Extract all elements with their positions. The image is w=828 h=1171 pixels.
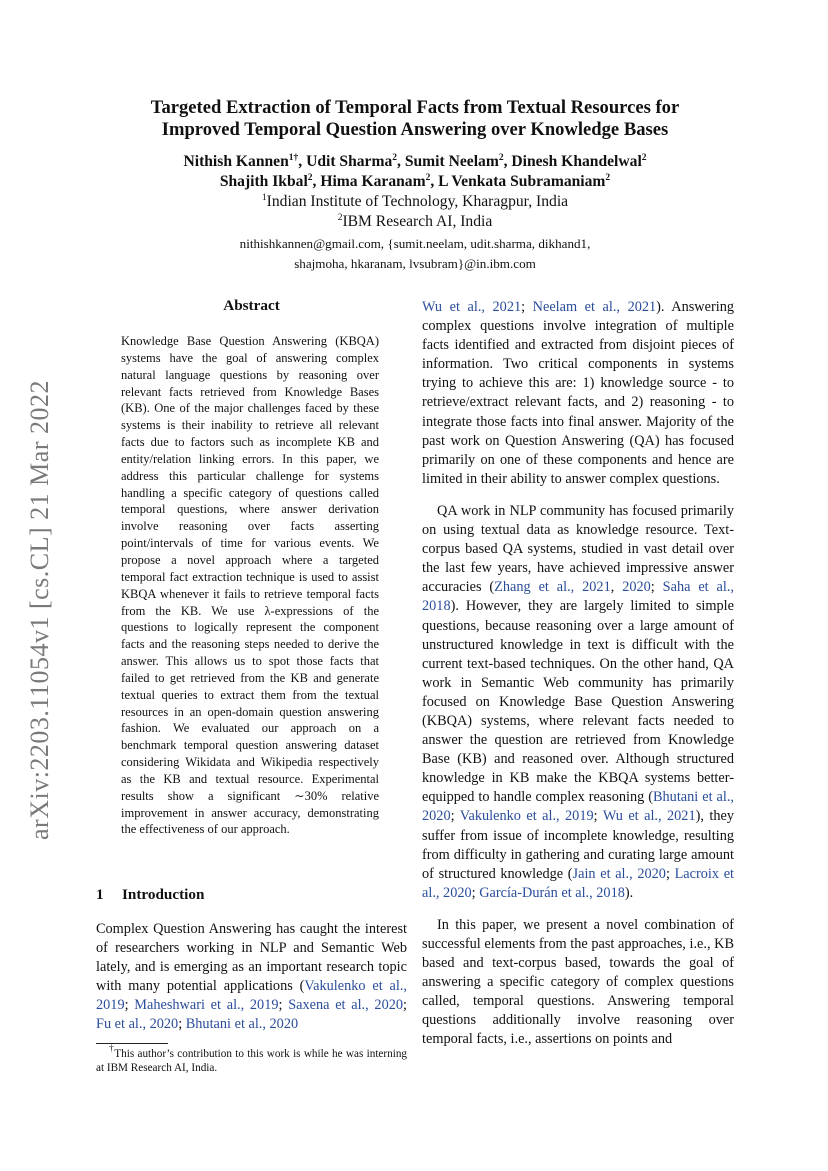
abstract-body xyxy=(121,333,379,838)
author-name: Nithish Kannen xyxy=(183,153,289,170)
author-sup: 2 xyxy=(605,173,611,183)
affil-text: IBM Research AI, India xyxy=(342,213,493,230)
section-number: 1 xyxy=(96,886,104,903)
intro-paragraph-2: QA work in NLP community has focused primarily on using textual data as knowledge resource. Text-corpus based QA systems, studied in vast detail over the last few years, have achieved impressive answer accuracies (Zhang et al., 2021, 2020; Saha et al., 2018). However, they are largely limited to simple questions, because reasoning over a large amount of unstructured knowledge in text is difficult with the current text-based techniques. On the other hand, QA work in Semantic Web community has primarily focused on Knowledge Base Question Answering (KBQA) systems, where relevant facts needed to answer the question are retrieved from Knowledge Base (KB) and reasoned over. Although structured knowledge in KB make the KBQA systems better-equipped to handle complex reasoning (Bhutani et al., 2020; Vakulenko et al., 2019; Wu et al., 2021), they suffer from issue of incomplete knowledge, resulting from difficulty in gathering and curating large amount of structured knowledge (Jain et al., 2020; Lacroix et al., 2020; García-Durán et al., 2018). xyxy=(422,502,735,901)
paper-title xyxy=(90,97,740,141)
section-heading-introduction xyxy=(96,886,204,904)
citation-link[interactable]: Saha et al., 2018 xyxy=(422,579,735,615)
citation-link[interactable]: García-Durán et al., 2018 xyxy=(479,884,625,901)
citation-link[interactable]: Wu et al., 2021 xyxy=(422,299,522,315)
author-sup: 2 xyxy=(392,153,398,163)
paragraph-text: Complex Question Answering has caught the interest of researchers working in NLP and Semantic Web lately, and is emerging as an important research topic with many potential applications ( xyxy=(96,921,407,995)
author-name: Sumit Neelam xyxy=(404,153,499,170)
arxiv-identifier xyxy=(16,360,64,860)
citation-link[interactable]: Jain et al., 2020 xyxy=(572,865,666,882)
footnote-mark: † xyxy=(109,1044,115,1054)
footnote-rule xyxy=(96,1043,168,1044)
citation-link[interactable]: Wu et al., 2021 xyxy=(602,808,696,825)
author-name: Hima Karanam xyxy=(320,173,426,190)
paragraph-text: QA work in NLP community has focused primarily on using textual data as knowledge resource. Text-corpus based QA systems, studied in vast detail over the last few years, have achieved impressive answer accuracies ( xyxy=(422,502,734,596)
citation-link[interactable]: Bhutani et al., 2020 xyxy=(185,1016,299,1033)
citation-link[interactable]: Bhutani et al., 2020 xyxy=(422,789,734,825)
affil-text: Indian Institute of Technology, Kharagpur, India xyxy=(266,193,569,210)
author-sup: 2 xyxy=(641,153,647,163)
author-sup: 2 xyxy=(425,173,431,183)
paragraph-text: ). xyxy=(624,884,634,901)
email-line-1[interactable]: nithishkannen@gmail.com, {sumit.neelam, udit.sharma, dikhand1, xyxy=(239,236,591,251)
citation-link[interactable]: Vakulenko et al., 2019 xyxy=(459,808,594,825)
authors-line-2: Shajith Ikbal$^2$, Hima Karanam$^2$, L Venkata Subramaniam$^2$ xyxy=(219,173,611,190)
author-sup: 2 xyxy=(498,153,504,163)
paragraph-text: ). However, they are largely limited to simple questions, because reasoning over a large amount of unstructured knowledge in text is difficult with the current text-based techniques. On the other hand, QA work in Semantic Web community has primarily focused on Knowledge Base Question Answering (KBQA) systems, where relevant facts needed to answer the question are retrieved from Knowledge Base (KB) and reasoned over. Although structured knowledge in KB make the KBQA systems better-equipped to handle complex reasoning ( xyxy=(422,598,734,806)
author-name: L Venkata Subramaniam xyxy=(438,173,606,190)
intro-paragraph-1: Complex Question Answering has caught the interest of researchers working in NLP and Semantic Web lately, and is emerging as an important research topic with many potential applications (Vakulenko et al., 2019; Maheshwari et al., 2019; Saxena et al., 2020; Fu et al., 2020; Bhutani et al., 2020 xyxy=(96,921,408,1033)
intro-left-column xyxy=(96,920,407,1035)
authors xyxy=(90,152,740,192)
intro-paragraph-3: In this paper, we present a novel combination of successful elements from the past approaches, i.e., KB based and text-corpus based, towards the goal of answering a specific category of complex questions called, temporal questions. Answering temporal questions additionally involve reasoning over temporal facts, i.e., assertions on points and xyxy=(422,916,734,1048)
title-line-1: Targeted Extraction of Temporal Facts from Textual Resources for xyxy=(150,97,680,118)
citation-link[interactable]: Neelam et al., 2021 xyxy=(532,299,657,315)
citation-link[interactable]: Maheshwari et al., 2019 xyxy=(134,997,279,1014)
abstract-text: Knowledge Base Question Answering (KBQA) systems have the goal of answering complex natural language questions by reasoning over relevant facts retrieved from Knowledge Bases (KB). One of the major challenges faced by these systems is their inability to retrieve all relevant facts due to factors such as incomplete KB and entity/relation linking errors. In this paper, we address this particular challenge for systems handling a specific category of questions called temporal questions, where answer derivation involve reasoning over facts asserting point/intervals of time for various events. We propose a novel approach where a targeted temporal fact extraction technique is used to assist KBQA whenever it fails to retrieve temporal facts from the KB. We use λ-expressions of the questions to logically represent the component facts and the reasoning steps needed to derive the answer. This allows us to spot those facts that failed to get retrieved from the KB and generate textual queries to extract them from the textual resources in an open-domain question answering fashion. We evaluated our approach on a benchmark temporal question answering dataset considering Wikidata and Wikipedia respectively as the KB and textual resource. Experimental results show a significant ∼30% relative improvement in answer accuracy, demonstrating the effectiveness of our approach. xyxy=(121,334,379,837)
citation-link[interactable]: Fu et al., 2020 xyxy=(96,1016,179,1033)
citation-link[interactable]: 2020 xyxy=(622,579,651,596)
title-block xyxy=(90,97,740,274)
author-name: Dinesh Khandelwal xyxy=(511,153,642,170)
paragraph-text: ). Answering complex questions involve integration of multiple facts identified and extracted from disjoint pieces of information. Two critical components in systems trying to achieve this are: 1) knowledge source - to retrieve/extract relevant facts, and 2) reasoning - to integrate those facts into final answer. Majority of the past work on Question Answering (QA) has focused primarily on one of these components and hence are limited in their ability to answer complex questions. xyxy=(422,299,735,487)
author-name: Udit Sharma xyxy=(306,153,393,170)
intro-paragraph-1-continued: Wu et al., 2021; Neelam et al., 2021). Answering complex questions involve integration of multiple facts identified and extracted from disjoint pieces of information. Two critical components in systems trying to achieve this are: 1) knowledge source - to retrieve/extract relevant facts, and 2) reasoning - to integrate those facts into final answer. Majority of the past work on Question Answering (QA) has focused primarily on one of these components and hence are limited in their ability to answer complex questions. xyxy=(422,299,735,487)
authors-line-1: Nithish Kannen$^{1\dagger}$, Udit Sharma$^2$, Sumit Neelam$^2$, Dinesh Khandelwal$^2$ xyxy=(183,153,647,170)
footnote-text: This author’s contribution to this work is while he was interning at IBM Research AI, India. xyxy=(96,1048,408,1074)
author-name: Shajith Ikbal xyxy=(219,173,308,190)
title-line-2: Improved Temporal Question Answering over Knowledge Bases xyxy=(161,119,669,140)
section-title: Introduction xyxy=(122,886,205,903)
author-sup: 1† xyxy=(288,153,299,163)
right-column xyxy=(422,298,734,1050)
citation-link[interactable]: Saxena et al., 2020 xyxy=(288,997,404,1014)
citation-link[interactable]: Vakulenko et al., 2019 xyxy=(96,978,407,1014)
emails xyxy=(90,234,740,274)
citation-link[interactable]: Lacroix et al., 2020 xyxy=(422,865,735,901)
abstract-heading: Abstract xyxy=(223,297,280,314)
affiliation-2 xyxy=(90,212,740,232)
affil-sup: 1 xyxy=(261,193,267,203)
paragraph-text: ), they suffer from issue of incomplete knowledge, resulting from difficulty in gathering and curating large amount of structured knowledge ( xyxy=(422,808,735,882)
footnote xyxy=(96,1044,408,1075)
citation-link[interactable]: Zhang et al., 2021 xyxy=(494,579,611,596)
affiliation-1 xyxy=(90,192,740,212)
author-sup: 2 xyxy=(307,173,313,183)
affil-sup: 2 xyxy=(337,213,343,223)
email-line-2[interactable]: shajmoha, hkaranam, lvsubram}@in.ibm.com xyxy=(294,256,536,271)
arxiv-id-text: arXiv:2203.11054v1 [cs.CL] 21 Mar 2022 xyxy=(25,380,55,840)
